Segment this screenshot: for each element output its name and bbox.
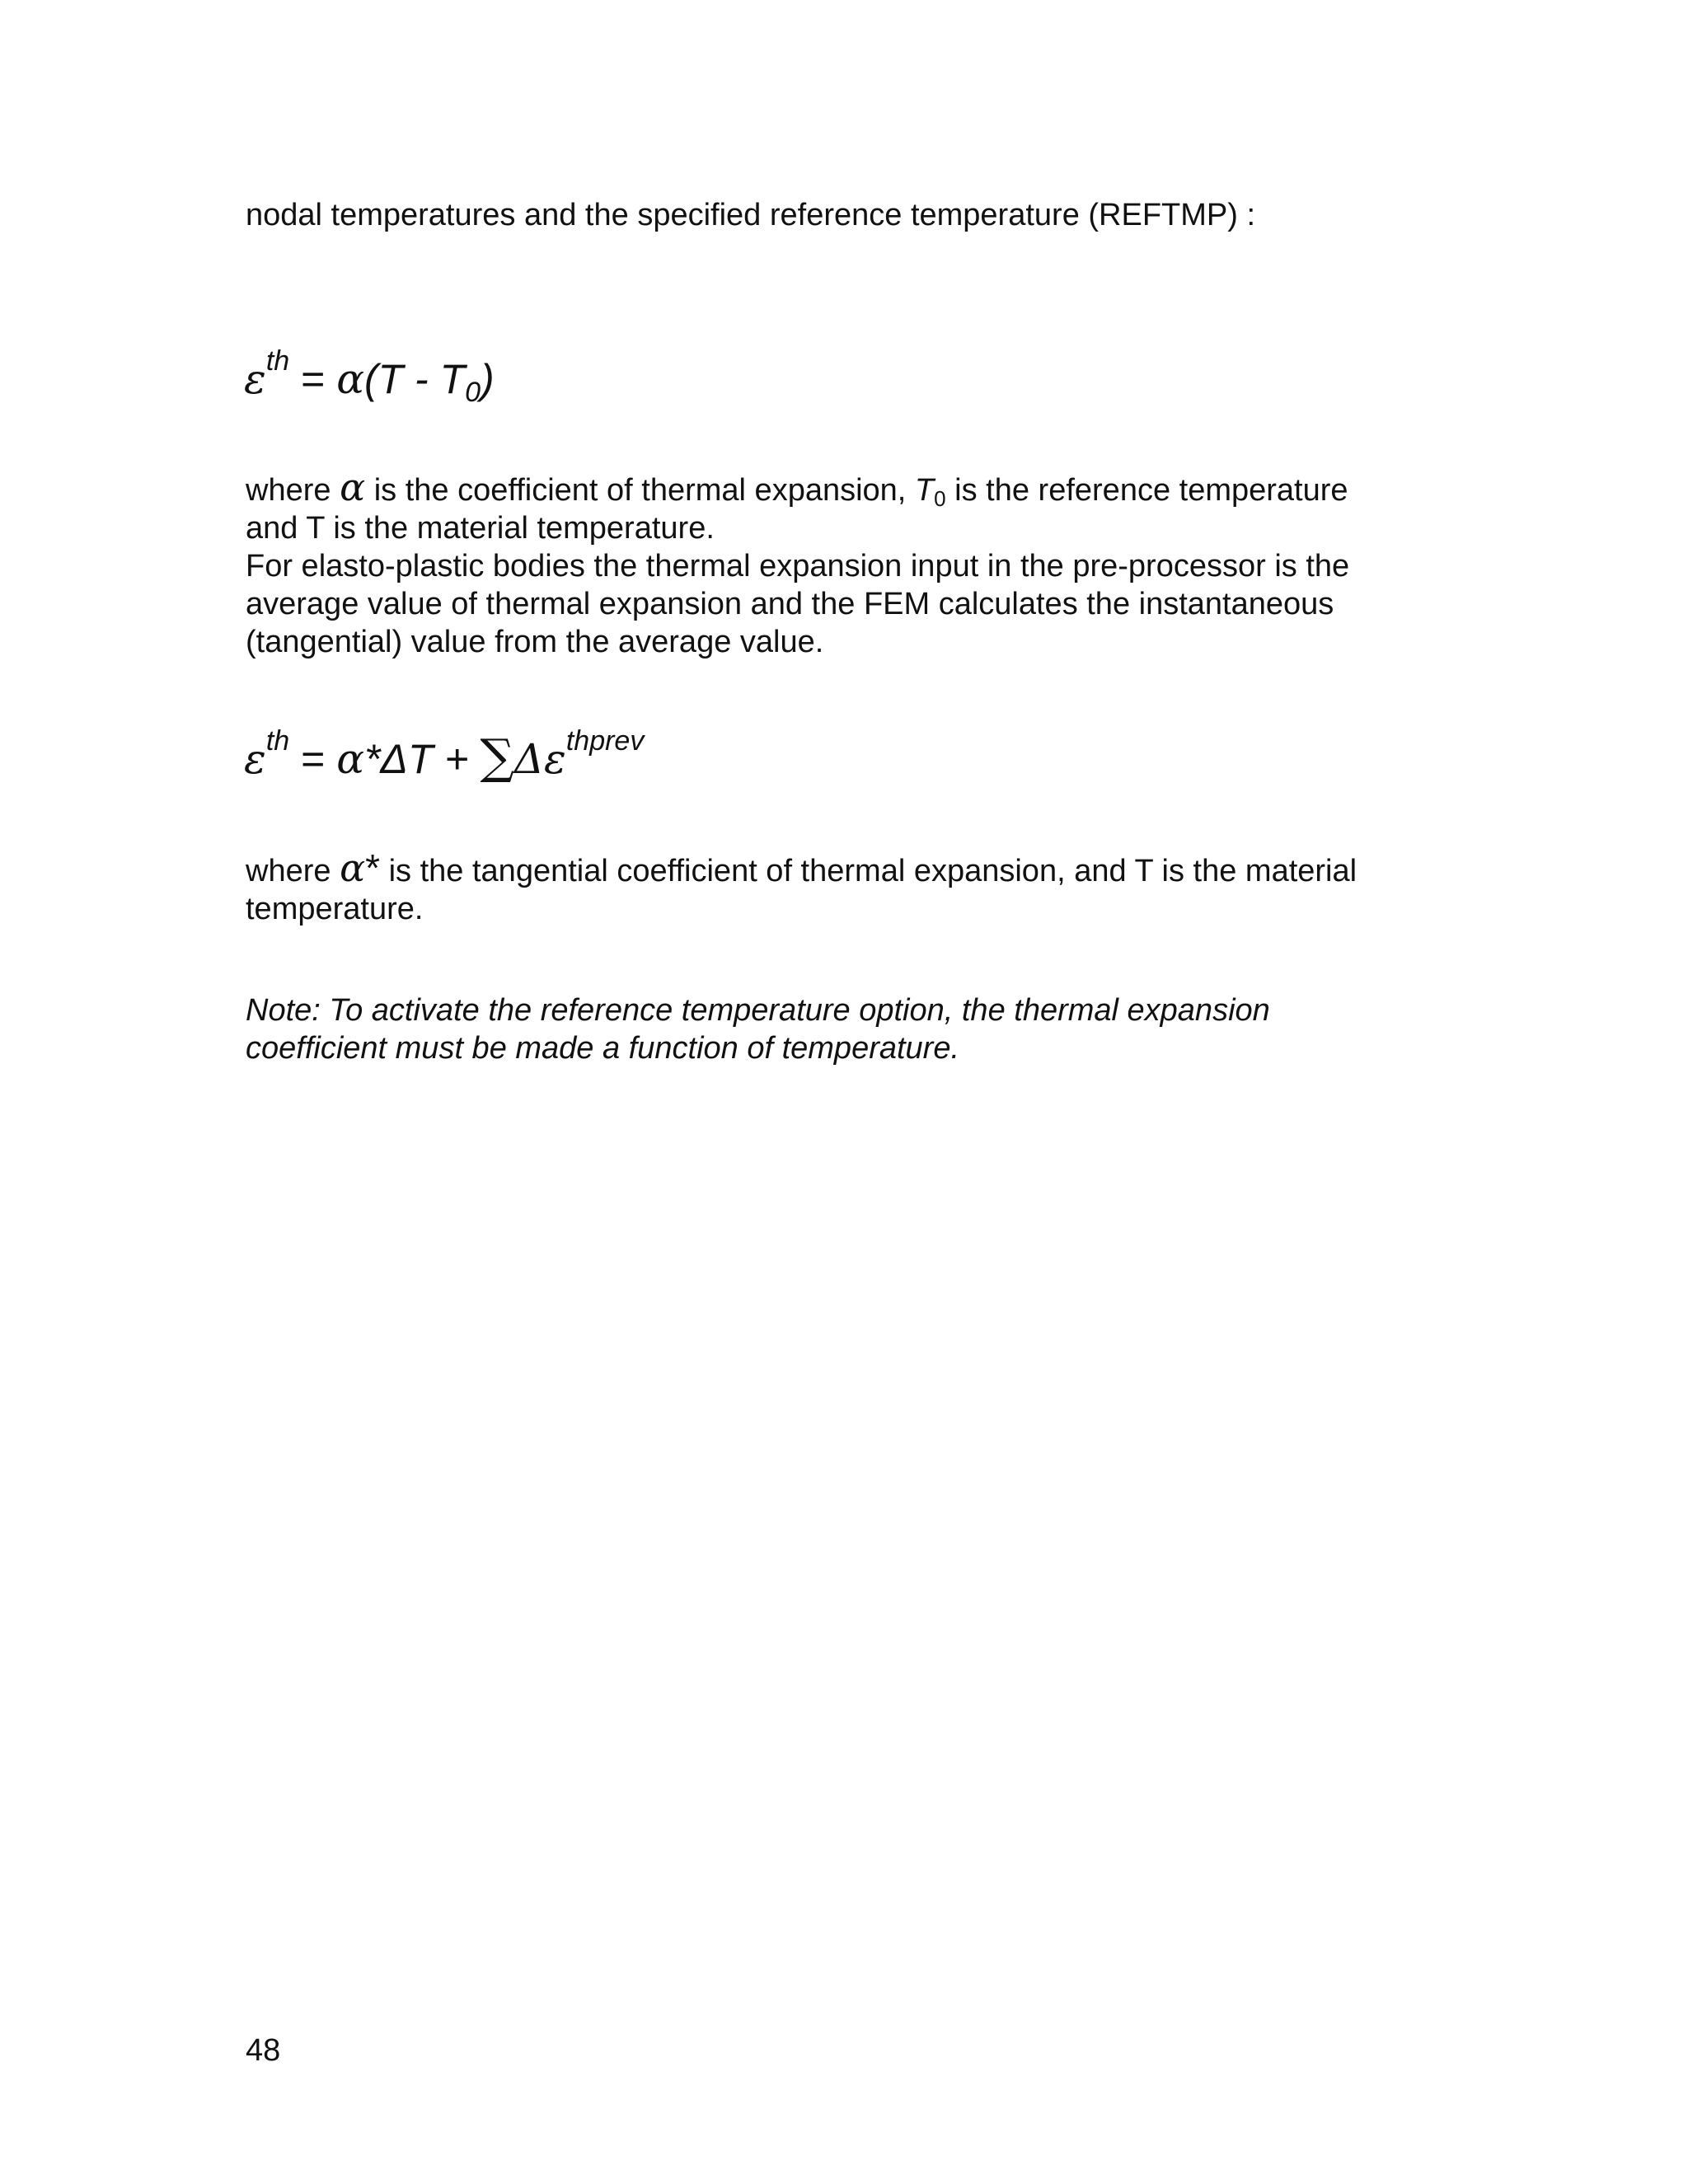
superscript-th-2: th bbox=[265, 725, 290, 757]
epsilon-symbol-3: ε bbox=[544, 735, 566, 783]
equals-sign: = bbox=[289, 356, 337, 402]
equals-sign-2: = bbox=[289, 736, 337, 782]
note-line-2: coefficient must be made a function of temperature. bbox=[246, 1031, 960, 1066]
note-line-1: Note: To activate the reference temperature option, the thermal expansion bbox=[246, 993, 1270, 1028]
alpha-symbol: α bbox=[336, 355, 364, 403]
intro-paragraph bbox=[246, 196, 1255, 234]
explanation-line-4: average value of thermal expansion and the FEM calculates the instantaneous bbox=[246, 587, 1334, 621]
epsilon-symbol: ε bbox=[244, 355, 266, 403]
epsilon-symbol-2: ε bbox=[244, 735, 266, 783]
superscript-th: th bbox=[265, 345, 290, 377]
intro-line: nodal temperatures and the specified reference temperature (REFTMP) : bbox=[246, 198, 1256, 232]
explanation-line-3: For elasto-plastic bodies the thermal expansion input in the pre-processor is the bbox=[246, 549, 1350, 583]
tangential-line-1 bbox=[246, 846, 1357, 890]
text-coefficient: is the coefficient of thermal expansion, bbox=[365, 473, 915, 508]
page-number: 48 bbox=[246, 2033, 281, 2068]
subscript-0: 0 bbox=[465, 377, 481, 408]
text-where-2: where bbox=[246, 854, 340, 888]
text-T: T bbox=[914, 473, 935, 508]
sigma-symbol: ∑ bbox=[480, 729, 514, 785]
star-symbol: * bbox=[365, 846, 381, 889]
note-paragraph bbox=[246, 991, 1270, 1067]
alpha-inline-symbol: α bbox=[340, 465, 366, 509]
explanation-line-2: and T is the material temperature. bbox=[246, 511, 715, 546]
equation-rhs: (T - T bbox=[363, 356, 466, 402]
equation-close: ) bbox=[481, 356, 495, 402]
tangential-paragraph bbox=[246, 846, 1357, 928]
text-reference: is the reference temperature bbox=[945, 473, 1348, 508]
subscript-0-inline: 0 bbox=[934, 486, 946, 511]
equation-incremental-strain bbox=[244, 725, 645, 785]
tangential-line-2: temperature. bbox=[246, 892, 424, 926]
star-delta-T: *ΔT + bbox=[363, 736, 481, 782]
text-tangential: is the tangential coefficient of thermal expansion, and T is the material bbox=[380, 854, 1357, 888]
explanation-paragraph bbox=[246, 465, 1350, 661]
delta-symbol: Δ bbox=[513, 735, 544, 783]
equation-thermal-strain bbox=[244, 345, 495, 408]
text-where: where bbox=[246, 473, 340, 508]
explanation-line-5: (tangential) value from the average value. bbox=[246, 625, 824, 659]
alpha-symbol-2: α bbox=[336, 735, 364, 783]
superscript-thprev: thprev bbox=[565, 725, 645, 757]
explanation-line-1 bbox=[246, 465, 1349, 511]
alpha-inline-symbol-2: α bbox=[340, 846, 366, 890]
